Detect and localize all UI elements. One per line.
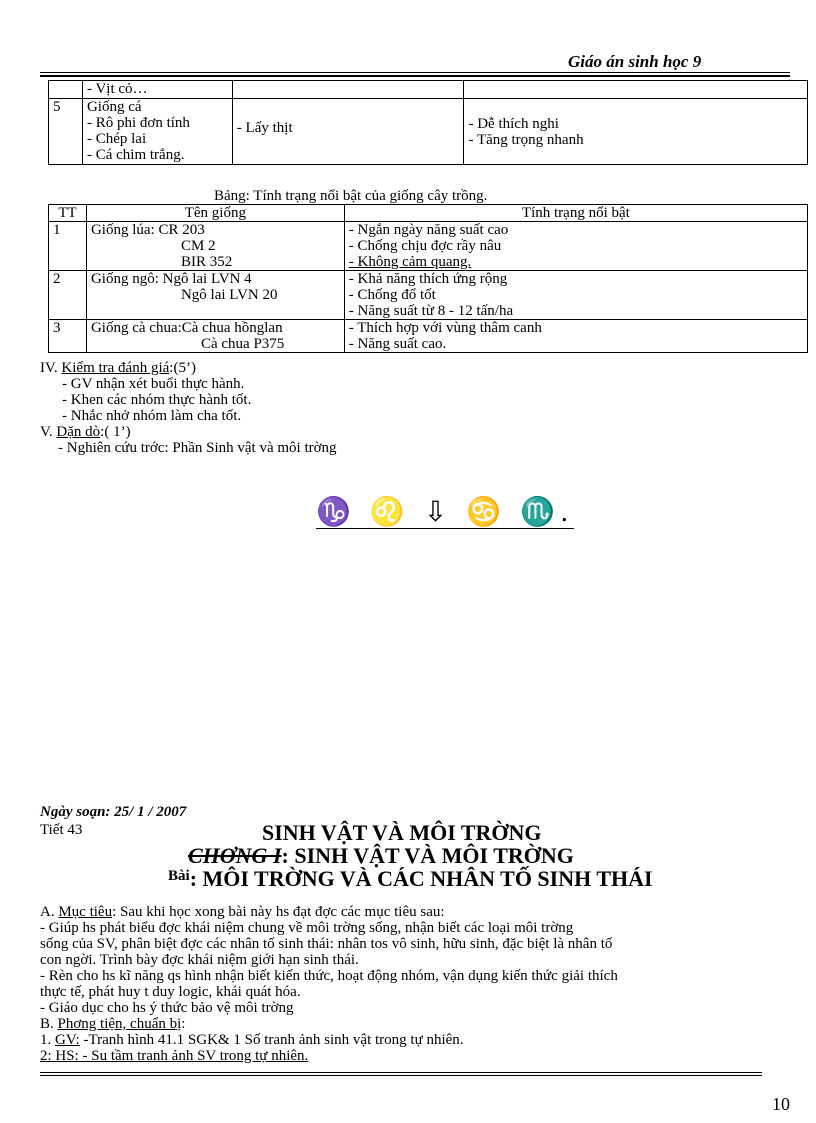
lesson-date: Ngày soạn: 25/ 1 / 2007 — [40, 804, 187, 820]
breed-purpose — [232, 99, 464, 165]
text-line: Giống cá — [86, 99, 142, 115]
chapter-label: CHƠNG I — [188, 843, 282, 868]
list-item: - Nhắc nhở nhóm làm cha tốt. — [62, 408, 242, 424]
text-line: - Giúp hs phát biểu đợc khái niệm chung về môi trờng sống, nhận biết các loại môi trờng — [40, 920, 574, 936]
list-item: - Khen các nhóm thực hành tốt. — [62, 392, 252, 408]
footer-rule-second — [40, 1075, 762, 1076]
item-prefix: 1. — [40, 1032, 55, 1048]
section-suffix: :( 1’) — [100, 424, 131, 440]
section-title: Mục tiêu — [58, 904, 113, 920]
item-prefix: 2: — [40, 1048, 56, 1064]
text-line: - Cá chim trắng. — [86, 147, 185, 163]
row-number — [49, 81, 83, 99]
section-title: Kiểm tra đánh giá — [61, 360, 170, 376]
chapter-name: : SINH VẬT VÀ MÔI TRỜNG — [281, 843, 574, 868]
text-line: thực tế, phát huy t duy logic, khái quát hóa. — [40, 984, 301, 1000]
objectives-section — [40, 904, 800, 1064]
breed-traits — [344, 222, 807, 271]
decorative-symbols: ♑ ♌ ⇩ ♋ ♏. — [316, 497, 574, 528]
breed-traits — [344, 271, 807, 320]
text-line — [40, 1032, 800, 1048]
breed-traits — [464, 99, 808, 165]
section-prefix: B. — [40, 1016, 58, 1032]
text-line: Giống cà chua:Cà chua hồnglan — [90, 320, 283, 336]
list-item: - Nghiên cứu trớc: Phần Sinh vật và môi trờng — [58, 440, 337, 456]
breed-name — [86, 320, 344, 353]
text-line: - Năng suất từ 8 - 12 tấn/ha — [348, 303, 514, 319]
breed-purpose — [232, 81, 464, 99]
section-suffix: :(5’) — [169, 360, 196, 376]
row-number: 2 — [49, 271, 87, 320]
header-rule-thick — [40, 75, 790, 77]
row-number: 1 — [49, 222, 87, 271]
gv-label: GV: — [55, 1032, 80, 1048]
table-row — [49, 320, 808, 353]
breed-traits — [344, 320, 807, 353]
crop-table — [48, 204, 808, 353]
text-line: - Tăng trọng nhanh — [468, 131, 584, 148]
lesson-period: Tiết 43 — [40, 822, 83, 838]
gv-text: -Tranh hình 41.1 SGK& 1 Số tranh ảnh sinh vật trong tự nhiên. — [79, 1032, 464, 1048]
section-heading — [40, 360, 780, 376]
header-rule — [40, 72, 790, 73]
row-number: 3 — [49, 320, 87, 353]
text-line: - Chống chịu đợc rầy nâu — [348, 238, 502, 254]
row-number: 5 — [49, 99, 83, 165]
lesson-heading: SINH VẬT VÀ MÔI TRỜNG — [262, 820, 542, 845]
section-heading — [40, 424, 780, 440]
bai-title: : MÔI TRỜNG VÀ CÁC NHÂN TỐ SINH THÁI — [189, 866, 653, 891]
text-line: - Không cảm quang. — [348, 254, 472, 270]
section-intro: : Sau khi học xong bài này hs đạt đợc các mục tiêu sau: — [112, 904, 445, 920]
breed-traits — [464, 81, 808, 99]
table-row — [49, 81, 808, 99]
text-line: - Chép lai — [86, 131, 147, 147]
section-heading — [40, 1016, 800, 1032]
text-line: BIR 352 — [180, 254, 233, 270]
livestock-table — [48, 80, 808, 165]
breed-name: - Vịt cỏ… — [82, 81, 232, 99]
table-row — [49, 222, 808, 271]
section-prefix: A. — [40, 904, 59, 920]
column-header: TT — [49, 205, 87, 222]
section-prefix: IV. — [40, 360, 62, 376]
table-row — [49, 271, 808, 320]
header-title: Giáo án sinh học 9 — [568, 52, 702, 71]
footer-rule — [40, 1072, 762, 1073]
text-line: sống của SV, phân biệt đợc các nhân tố sinh thái: nhân tos vô sinh, hữu sinh, đặc biệt là nhân tố — [40, 936, 613, 952]
text-line: Ngô lai LVN 20 — [180, 287, 278, 303]
section-suffix: : — [181, 1016, 186, 1032]
hs-text: - Su tầm tranh ảnh SV trong tự nhiên. — [78, 1048, 309, 1064]
text-line: - Ngắn ngày năng suất cao — [348, 222, 509, 238]
text-line: Cà chua P375 — [200, 336, 285, 352]
text-line: - Rô phi đơn tính — [86, 115, 190, 131]
text-line: - Năng suất cao. — [348, 336, 447, 352]
text-line — [40, 1048, 800, 1064]
breed-name — [86, 222, 344, 271]
text-line: CM 2 — [180, 238, 216, 254]
assessment-section — [40, 360, 780, 456]
text-line: - Dễ thích nghi — [468, 115, 559, 132]
table-row — [49, 99, 808, 165]
text-line: - Thích hợp với vùng thâm canh — [348, 320, 542, 336]
list-item: - GV nhận xét buổi thực hành. — [62, 376, 245, 392]
section-title: Dặn dò — [56, 424, 101, 440]
lesson-title — [168, 866, 653, 892]
section-title: Phơng tiện, chuẩn bị — [57, 1016, 182, 1032]
breed-name — [86, 271, 344, 320]
text-line: - Chống đổ tốt — [348, 287, 436, 303]
text-line: Giống lúa: CR 203 — [90, 222, 205, 238]
table-caption: Bảng: Tính trạng nổi bật của giống cây trồng. — [214, 188, 488, 204]
column-header: Tính trạng nổi bật — [344, 205, 807, 222]
section-heading — [40, 904, 800, 920]
section-prefix: V. — [40, 424, 57, 440]
hs-label: HS: — [55, 1048, 79, 1064]
text-line: - Lấy thịt — [236, 119, 293, 136]
text-line: Giống ngô: Ngô lai LVN 4 — [90, 271, 252, 287]
breed-name — [82, 99, 232, 165]
table-header-row — [49, 205, 808, 222]
text-line: - Giáo dục cho hs ý thức bảo vệ môi trờng — [40, 1000, 294, 1016]
text-line: - Rèn cho hs kĩ năng qs hình nhận biết kiến thức, hoạt động nhóm, vận dụng kiến thức giải thích — [40, 968, 618, 984]
page-number: 10 — [772, 1094, 790, 1114]
text-line: con ngời. Trình bày đợc khái niệm giới hạn sinh thái. — [40, 952, 359, 968]
column-header: Tên giống — [86, 205, 344, 222]
bai-label: Bài — [168, 868, 190, 884]
text-line: - Khả năng thích ứng rộng — [348, 271, 508, 287]
